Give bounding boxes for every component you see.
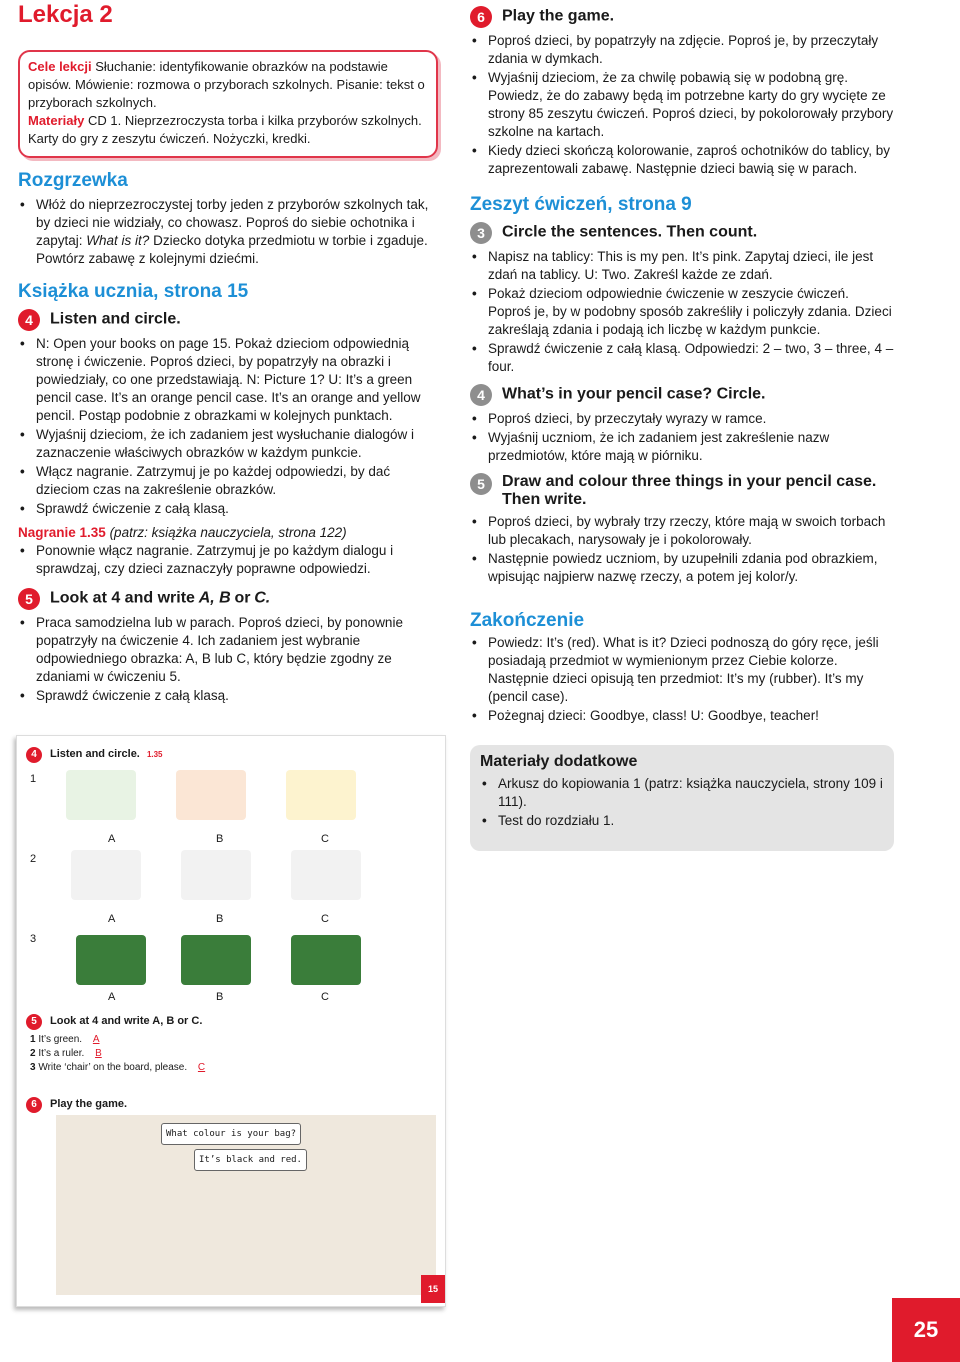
wb-bullet: • Poproś dzieci, by przeczytały wyrazy w ramce. — [470, 410, 894, 428]
student-book-page — [16, 735, 446, 1307]
ending-section — [470, 612, 894, 726]
picture-pencil-case — [66, 770, 136, 820]
sp-sentences: 1 It’s green. A 2 It’s a ruler. B 3 Write ‘chair’ on the board, please. C — [30, 1034, 206, 1073]
goals-box — [18, 50, 438, 158]
wb-task-4: 4 What’s in your pencil case? Circle. — [470, 384, 894, 406]
wb-bullet: • Wyjaśnij uczniom, że ich zadaniem jest zakreślenie nazw przedmiotów, które mają w piórniku. — [470, 429, 894, 465]
sp-letter: A — [108, 833, 116, 845]
sp-letter: C — [321, 913, 329, 925]
game-bullet: • Wyjaśnij dzieciom, że za chwilę pobawią się w podobną grę. Powiedz, że do zabawy będą im potrzebne karty do gry wycięte ze strony 85 zeszytu ćwiczeń. Poproś dzieci, by pokolorowały przybory szkolne na kartach. — [470, 69, 894, 141]
sp-page-number: 15 — [421, 1275, 445, 1303]
speech-bubble: It’s black and red. — [194, 1149, 307, 1171]
book-bullet: • Sprawdź ćwiczenie z całą klasą. — [18, 500, 438, 518]
recording-line: Nagranie 1.35 (patrz: książka nauczyciela, strona 122) — [18, 525, 347, 540]
wb-bullet: • Następnie powiedz uczniom, by uzupełnili zdania pod obrazkiem, wpisując najpierw nazwę rzeczy, a potem jej kolor/y. — [470, 550, 894, 586]
wb-bullet: • Napisz na tablicy: This is my pen. It’s pink. Zapytaj dzieci, ile jest zdań na tablicy. U: Two. Zakreśl każde ze zdań. — [470, 248, 894, 284]
book-bullet: • Ponownie włącz nagranie. Zatrzymuj je po każdym dialogu i sprawdzaj, czy dzieci zaznaczyły poprawne odpowiedzi. — [18, 542, 438, 578]
sp-letter: C — [321, 833, 329, 845]
sp-letter: B — [216, 833, 224, 845]
picture-pencil-case — [176, 770, 246, 820]
goals-label: Cele lekcji — [28, 59, 92, 74]
task-5: 5 Look at 4 and write A, B or C. — [18, 588, 438, 610]
game-title: 6 Play the game. — [470, 6, 894, 28]
warmup-section — [18, 172, 438, 269]
wb-task-5: 5 Draw and colour three things in your pencil case. Then write. — [470, 473, 894, 509]
wb-bullet: • Sprawdź ćwiczenie z całą klasą. Odpowiedzi: 2 – two, 3 – three, 4 – four. — [470, 340, 894, 376]
ending-bullet: • Powiedz: It’s (red). What is it? Dzieci podnoszą do góry ręce, jeśli posiadają przedmiot w wymienionym przez Ciebie kolorze. Następnie dzieci opisują ten przedmiot: It’s my (rubber). It’s my (pencil case). — [470, 634, 894, 706]
workbook-section — [470, 196, 894, 587]
goals-text: Słuchanie: identyfikowanie obrazków na podstawie opisów. Mówienie: rozmowa o przyborach szkolnych. Pisanie: tekst o przyborach szkolnych. — [28, 59, 425, 110]
sp-letter: A — [108, 991, 116, 1003]
sp-letter: C — [321, 991, 329, 1003]
game-bullet: • Poproś dzieci, by popatrzyły na zdjęcie. Poproś je, by przeczytały zdania w dymkach. — [470, 32, 894, 68]
extra-bullet: • Arkusz do kopiowania 1 (patrz: książka nauczyciela, strony 109 i 111). — [480, 775, 884, 811]
sp-row-num: 1 — [30, 773, 37, 785]
wb-bullet: • Pokaż dzieciom odpowiednie ćwiczenie w zeszycie ćwiczeń. Poproś je, by w podobny sposób zakreśliły i policzyły zdania. Dzieci zakreślają zdania i podają ich liczbę w każdym punkcie. — [470, 285, 894, 339]
book-bullet: • N: Open your books on page 15. Pokaż dzieciom odpowiednią stronę i ćwiczenie. Poproś dzieci, by popatrzyły na obrazki i powiedziały, co one przedstawiają. N: Picture 1? U: It’s a green pencil case. It’s an orange pencil case. It’s an orange and yellow pencil. Postąp podobnie z obrazkami w kolejnych punktach. — [18, 335, 438, 425]
task-4: 4 Listen and circle. — [18, 309, 438, 331]
ending-bullet: • Pożegnaj dzieci: Goodbye, class! U: Goodbye, teacher! — [470, 707, 894, 725]
book-section — [18, 283, 438, 706]
picture-blackboard — [291, 935, 361, 985]
extra-materials-box — [470, 745, 894, 851]
wb-task-3: 3 Circle the sentences. Then count. — [470, 222, 894, 244]
sp-row-num: 3 — [30, 933, 37, 945]
task-number: 4 — [18, 309, 40, 331]
sp-ex6: 6 Play the game. — [26, 1095, 127, 1113]
picture-pencil — [286, 770, 356, 820]
book-bullet: • Sprawdź ćwiczenie z całą klasą. — [18, 687, 438, 705]
page-number: 25 — [892, 1298, 960, 1362]
materials-label: Materiały — [28, 113, 85, 128]
book-bullet: • Włącz nagranie. Zatrzymuj je po każdej odpowiedzi, by dać dzieciom czas na zakreślenie obrazków. — [18, 463, 438, 499]
materials-text: CD 1. Nieprzezroczysta torba i kilka przyborów szkolnych. Karty do gry z zeszytu ćwiczeń. Nożyczki, kredki. — [28, 113, 422, 146]
ending-heading: Zakończenie — [470, 610, 585, 631]
sp-letter: B — [216, 991, 224, 1003]
picture-child-ruler — [181, 850, 251, 900]
book-bullet: • Praca samodzielna lub w parach. Poproś dzieci, by ponownie popatrzyły na ćwiczenie 4. Ich zadaniem jest wybranie odpowiedniego obrazka: A, B lub C, który będzie zgodny ze zdaniami w ćwiczeniu 5. — [18, 614, 438, 686]
picture-child-writing — [291, 850, 361, 900]
warmup-heading: Rozgrzewka — [18, 170, 128, 191]
warmup-bullet: • Włóż do nieprzezroczystej torby jeden z przyborów szkolnych tak, by dzieci nie widziały, co chowasz. Poproś do siebie ochotnika i zapytaj: What is it? Dziecko dotyka przedmiotu w torbie i zgaduje. Powtórz zabawę z kolejnymi dziećmi. — [18, 196, 438, 268]
sp-ex4: 4 Listen and circle. 1.35 — [26, 745, 163, 764]
game-bullet: • Kiedy dzieci skończą kolorowanie, zaproś ochotników do tablicy, by zaprezentowali zabawę. Następnie dzieci bawią się w parach. — [470, 142, 894, 178]
extra-heading: Materiały dodatkowe — [480, 753, 638, 770]
book-bullet: • Wyjaśnij dzieciom, że ich zadaniem jest wysłuchanie dialogów i zaznaczenie właściwych obrazków w każdym punkcie. — [18, 426, 438, 462]
sp-row-num: 2 — [30, 853, 37, 865]
speech-bubble: What colour is your bag? — [161, 1123, 301, 1145]
picture-child-drawing — [71, 850, 141, 900]
book-heading: Książka ucznia, strona 15 — [18, 281, 249, 302]
picture-blackboard — [76, 935, 146, 985]
sp-ex5: 5 Look at 4 and write A, B or C. — [26, 1012, 202, 1030]
game-section — [470, 6, 894, 179]
sp-letter: B — [216, 913, 224, 925]
lesson-title: Lekcja 2 — [18, 1, 113, 28]
extra-bullet: • Test do rozdziału 1. — [480, 812, 884, 830]
workbook-heading: Zeszyt ćwiczeń, strona 9 — [470, 194, 692, 215]
sp-letter: A — [108, 913, 116, 925]
picture-blackboard — [181, 935, 251, 985]
wb-bullet: • Poproś dzieci, by wybrały trzy rzeczy, które mają w swoich torbach lub plecakach, narysowały je i pokolorowały. — [470, 513, 894, 549]
